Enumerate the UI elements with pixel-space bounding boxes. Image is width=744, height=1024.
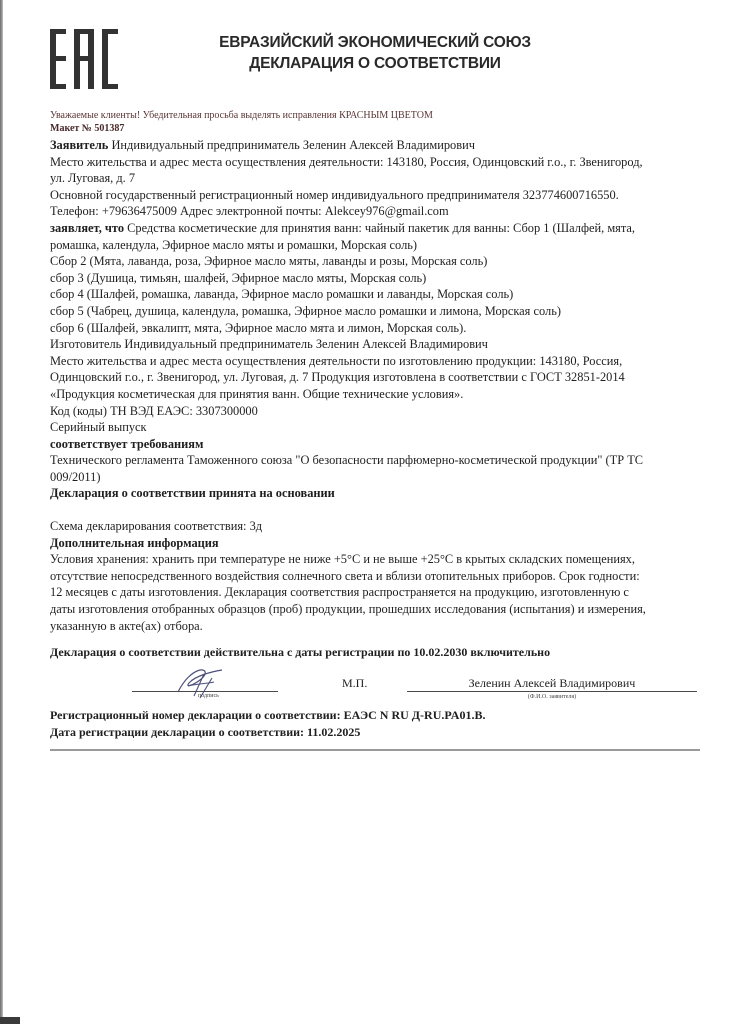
applicant-label: Заявитель xyxy=(50,138,109,152)
manufacturer-line-1: Изготовитель Индивидуальный предприниматель Зеленин Алексей Владимирович xyxy=(50,337,488,352)
registration-date: Дата регистрации декларации о соответствии: 11.02.2025 xyxy=(50,725,361,739)
product-item: сбор 6 (Шалфей, эвкалипт, мята, Эфирное масло мята и лимон, Морская соль). xyxy=(50,320,467,335)
blank-basis xyxy=(50,502,710,518)
declares-line-1 xyxy=(50,220,710,237)
applicant-address-2: ул. Луговая, д. 7 xyxy=(50,171,136,186)
additional-info-line: отсутствие непосредственного воздействия солнечного света и вблизи отопительных приборов. Срок годности: xyxy=(50,568,640,583)
full-name-line xyxy=(407,691,697,692)
applicant-line xyxy=(50,137,710,154)
applicant-full-name: Зеленин Алексей Владимирович xyxy=(468,676,636,690)
product-item: сбор 4 (Шалфей, ромашка, лаванда, Эфирное масло ромашки и лаванды, Морская соль) xyxy=(50,287,514,302)
declaration-body xyxy=(50,137,710,634)
applicant-name: Индивидуальный предприниматель Зеленин Алексей Владимирович xyxy=(108,138,475,152)
applicant-contacts: Телефон: +79636475009 Адрес электронной почты: Alekcey976@gmail.com xyxy=(50,204,449,219)
layout-number: Макет № 501387 xyxy=(50,123,125,134)
manufacturer-line-3: Одинцовский г.о., г. Звенигород, ул. Луговая, д. 7 Продукция изготовлена в соответствии с ГОСТ 32851-2014 xyxy=(50,370,625,385)
signature-row xyxy=(50,668,700,708)
declares-label: заявляет, что xyxy=(50,220,125,235)
bottom-rule xyxy=(50,749,700,751)
manufacturer-line-4: «Продукция косметическая для принятия ванн. Общие технические условия». xyxy=(50,386,464,401)
manufacturer-line-2: Место жительства и адрес места осуществления деятельности по изготовлению продукции: 143180, Россия, xyxy=(50,353,623,368)
validity-statement: Декларация о соответствии действительна с даты регистрации по 10.02.2030 включительно xyxy=(50,645,551,659)
product-item: сбор 5 (Чабрец, душица, календула, ромашка, Эфирное масло ромашки и лимона, Морская соль) xyxy=(50,303,561,318)
scan-corner-mark xyxy=(0,1017,20,1024)
header-union-title: ЕВРАЗИЙСКИЙ ЭКОНОМИЧЕСКИЙ СОЮЗ xyxy=(219,34,531,51)
declares-line-2: ромашка, календула, Эфирное масло мяты и ромашки, Морская соль) xyxy=(50,237,418,252)
product-item: Сбор 2 (Мята, лаванда, роза, Эфирное масло мяты, лаванды и розы, Морская соль) xyxy=(50,254,488,269)
basis-label: Декларация о соответствии принята на основании xyxy=(50,486,335,501)
applicant-address-1: Место жительства и адрес места осуществления деятельности: 143180, Россия, Одинцовский г.о., г. Звенигород, xyxy=(50,154,643,169)
regulation-line-1: Технического регламента Таможенного союза "О безопасности парфюмерно-косметической продукции" (ТР ТС xyxy=(50,453,644,468)
applicant-ogrn: Основной государственный регистрационный номер индивидуального предпринимателя 323774600716550. xyxy=(50,187,619,202)
document-header xyxy=(190,32,560,74)
eac-logo-icon xyxy=(50,29,118,89)
additional-info-line: даты изготовления отобранных образцов (проб) продукции, прошедших исследования (испытания) и измерения, xyxy=(50,602,646,617)
signature-caption: подпись xyxy=(198,693,219,699)
additional-info-label: Дополнительная информация xyxy=(50,535,219,550)
additional-info-line: указанную в акте(ах) отбора. xyxy=(50,618,203,633)
scan-left-edge xyxy=(0,0,3,1024)
stamp-place: М.П. xyxy=(342,676,368,690)
declaration-scheme: Схема декларирования соответствия: 3д xyxy=(50,519,263,534)
registration-number: Регистрационный номер декларации о соответствии: ЕАЭС N RU Д-RU.PA01.B. xyxy=(50,708,486,722)
full-name-caption: (Ф.И.О. заявителя) xyxy=(527,694,577,700)
release-type: Серийный выпуск xyxy=(50,420,147,435)
signature-line xyxy=(132,691,278,692)
additional-info-line: 12 месяцев с даты изготовления. Декларация соответствия распространяется на продукцию, изготовленную с xyxy=(50,585,629,600)
correction-notice: Уважаемые клиенты! Убедительная просьба выделять исправления КРАСНЫМ ЦВЕТОМ xyxy=(50,110,433,121)
conforms-label: соответствует требованиям xyxy=(50,436,204,451)
declares-text: Средства косметические для принятия ванн: чайный пакетик для ванны: Сбор 1 (Шалфей, мята, xyxy=(124,220,636,235)
product-item: сбор 3 (Душица, тимьян, шалфей, Эфирное масло мяты, Морская соль) xyxy=(50,270,427,285)
header-declaration-title: ДЕКЛАРАЦИЯ О СООТВЕТСТВИИ xyxy=(249,55,501,72)
regulation-line-2: 009/2011) xyxy=(50,469,101,484)
tnved-code: Код (коды) ТН ВЭД ЕАЭС: 3307300000 xyxy=(50,403,258,418)
additional-info-line: Условия хранения: хранить при температуре не ниже +5°С и не выше +25°С в крытых складских помещениях, xyxy=(50,552,635,567)
